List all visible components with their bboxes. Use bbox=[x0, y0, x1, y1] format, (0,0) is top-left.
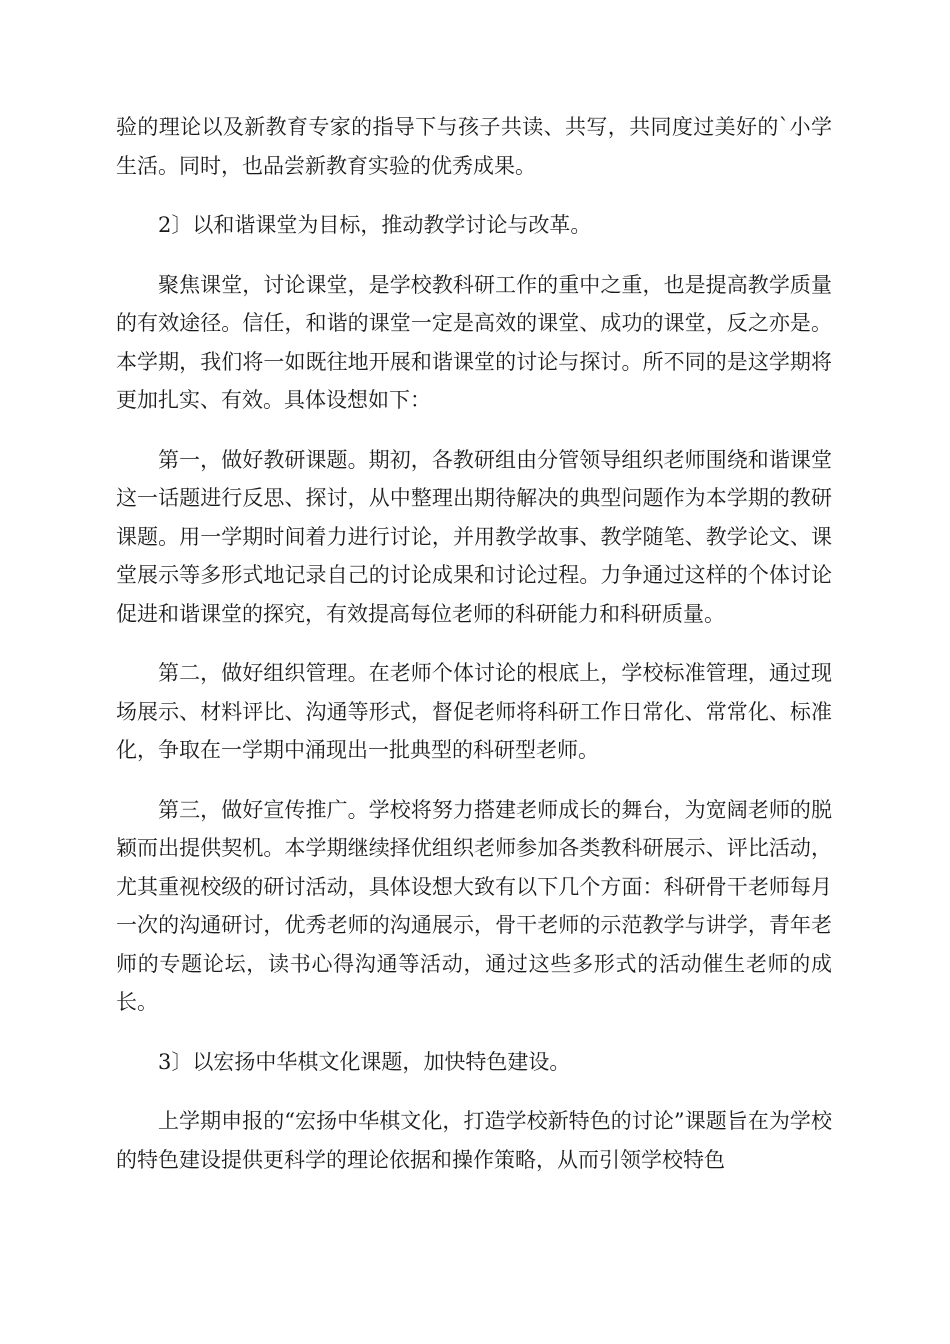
paragraph-chess-culture: 上学期申报的“宏扬中华棋文化，打造学校新特色的讨论”课题旨在为学校的特色建设提供更科学的理论依据和操作策略，从而引领学校特色 bbox=[116, 1109, 832, 1172]
paragraph-classroom-focus: 聚焦课堂，讨论课堂，是学校教科研工作的重中之重，也是提高教学质量的有效途径。信任，和谐的课堂一定是高效的课堂、成功的课堂，反之亦是。本学期，我们将一如既往地开展和谐课堂的讨论与探讨。所不同的是这学期将更加扎实、有效。具体设想如下： bbox=[116, 272, 832, 412]
paragraph-first-research-topic: 第一，做好教研课题。期初，各教研组由分管领导组织老师围绕和谐课堂这一话题进行反思、探讨，从中整理出期待解决的典型问题作为本学期的教研课题。用一学期时间着力进行讨论，并用教学故事、教学随笔、教学论文、课堂展示等多形式地记录自己的讨论成果和讨论过程。力争通过这样的个体讨论促进和谐课堂的探究，有效提高每位老师的科研能力和科研质量。 bbox=[116, 447, 832, 626]
document-body bbox=[116, 108, 832, 1200]
section-heading-3: 3〕以宏扬中华棋文化课题，加快特色建设。 bbox=[158, 1049, 571, 1074]
paragraph-third-promotion: 第三，做好宣传推广。学校将努力搭建老师成长的舞台，为宽阔老师的脱颖而出提供契机。本学期继续择优组织老师参加各类教科研展示、评比活动，尤其重视校级的研讨活动，具体设想大致有以下几个方面：科研骨干老师每月一次的沟通研讨，优秀老师的沟通展示，骨干老师的示范教学与讲学，青年老师的专题论坛，读书心得沟通等活动，通过这些多形式的活动催生老师的成长。 bbox=[116, 797, 832, 1014]
paragraph-continuation: 验的理论以及新教育专家的指导下与孩子共读、共写，共同度过美好的`小学生活。同时，也品尝新教育实验的优秀成果。 bbox=[116, 115, 832, 178]
paragraph-second-management: 第二，做好组织管理。在老师个体讨论的根底上，学校标准管理，通过现场展示、材料评比、沟通等形式，督促老师将科研工作日常化、常常化、标准化，争取在一学期中涌现出一批典型的科研型老师。 bbox=[116, 661, 832, 762]
section-heading-2: 2〕以和谐课堂为目标，推动教学讨论与改革。 bbox=[158, 213, 592, 237]
